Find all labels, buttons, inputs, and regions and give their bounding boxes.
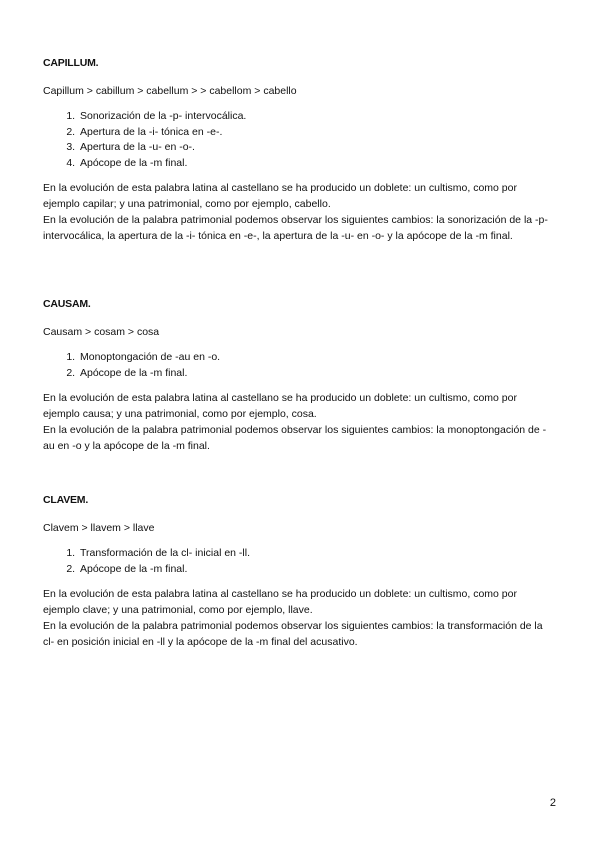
section-title: CAUSAM. xyxy=(43,298,91,310)
paragraph: En la evolución de la palabra patrimonial podemos observar los siguientes cambios: la monoptongación de -au en -o y la apócope de la -m final. xyxy=(43,424,547,452)
section-capillum xyxy=(43,55,555,244)
changes-list xyxy=(43,109,555,171)
paragraph: En la evolución de la palabra patrimonial podemos observar los siguientes cambios: la transformación de la cl- en posición inicial en -ll y la apócope de la -m final del acusativo. xyxy=(43,620,543,648)
list-item: 1. Monoptongación de -au en -o. xyxy=(78,350,555,366)
paragraph: En la evolución de la palabra patrimonial podemos observar los siguientes cambios: la sonorización de la -p- intervocálica, la apertura de la -i- tónica en -e-, la apertura de la -u- en -o- y la apócope de la -m final. xyxy=(43,214,548,242)
list-item: 2. Apócope de la -m final. xyxy=(78,366,555,382)
list-item: 1. Transformación de la cl- inicial en -ll. xyxy=(78,546,555,562)
derivation-line: Clavem > llavem > llave xyxy=(43,522,155,534)
list-item: 1. Sonorización de la -p- intervocálica. xyxy=(78,109,555,125)
page-number: 2 xyxy=(549,797,556,809)
list-item: 2. Apócope de la -m final. xyxy=(78,562,555,578)
section-causam xyxy=(43,296,555,454)
section-title: CLAVEM. xyxy=(43,494,89,506)
paragraph: En la evolución de esta palabra latina al castellano se ha producido un doblete: un cultismo, como por ejemplo clave; y una patrimonial, como por ejemplo, llave. xyxy=(43,588,517,616)
paragraph: En la evolución de esta palabra latina al castellano se ha producido un doblete: un cultismo, como por ejemplo capilar; y una patrimonial, como por ejemplo, cabello. xyxy=(43,182,517,210)
changes-list xyxy=(43,350,555,381)
derivation-line: Causam > cosam > cosa xyxy=(43,326,160,338)
list-item: 2. Apertura de la -i- tónica en -e-. xyxy=(78,125,555,141)
derivation-line: Capillum > cabillum > cabellum > > cabellom > cabello xyxy=(43,85,297,97)
paragraph: En la evolución de esta palabra latina al castellano se ha producido un doblete: un cultismo, como por ejemplo causa; y una patrimonial, como por ejemplo, cosa. xyxy=(43,392,517,420)
list-item: 4. Apócope de la -m final. xyxy=(78,156,555,172)
changes-list xyxy=(43,546,555,577)
section-title: CAPILLUM. xyxy=(43,57,99,69)
list-item: 3. Apertura de la -u- en -o-. xyxy=(78,140,555,156)
section-clavem xyxy=(43,492,555,650)
